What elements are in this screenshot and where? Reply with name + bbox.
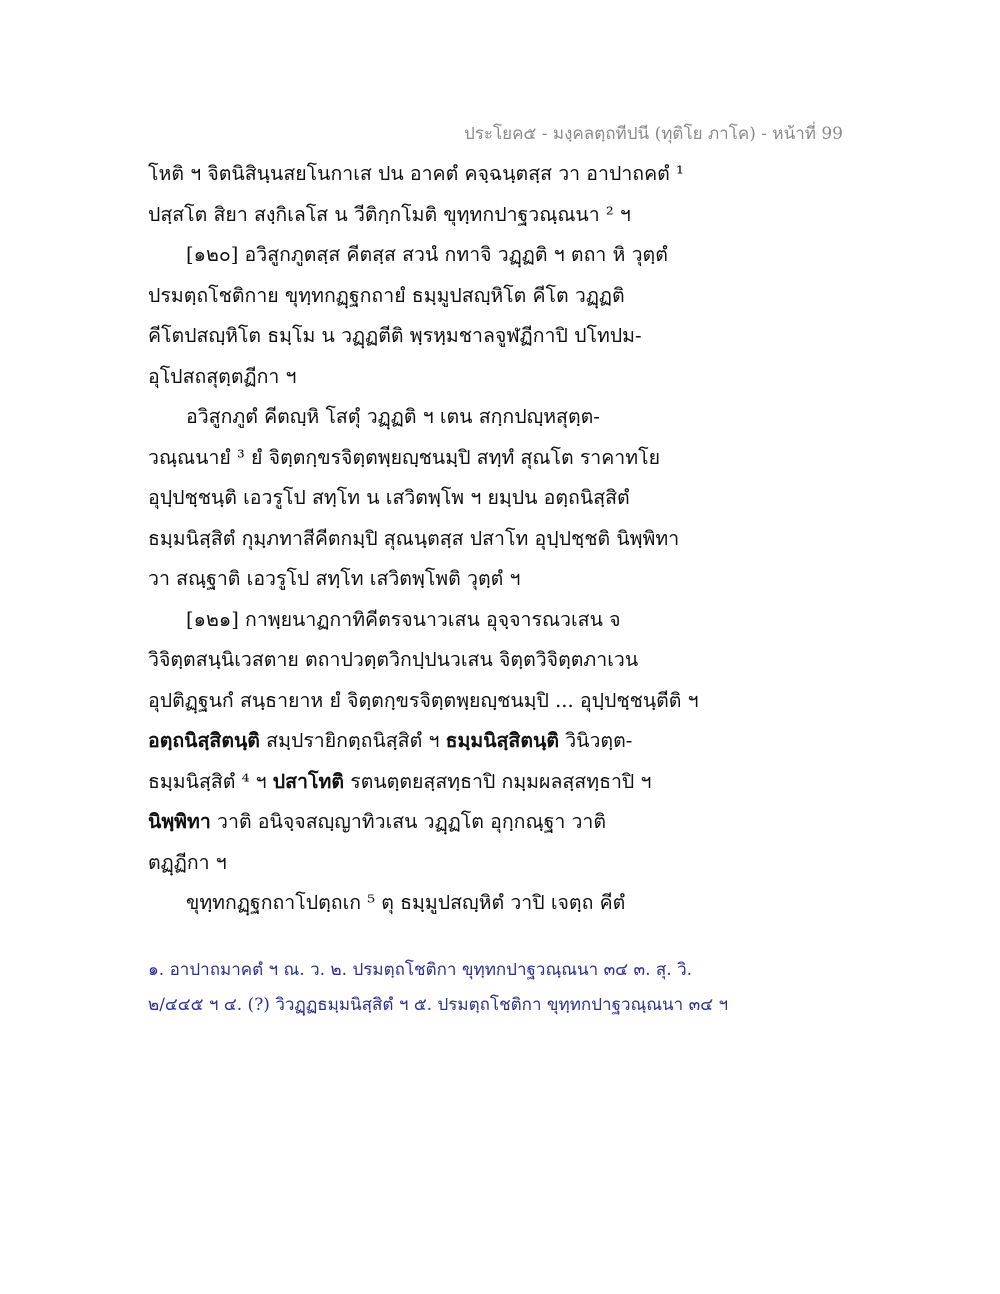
- text-line: [148, 802, 848, 843]
- bold-term: อตฺถนิสฺสิตนฺติ: [148, 729, 260, 752]
- text-line: อวิสูกภูตํ คีตญฺหิ โสตุํ วฏฺฏติ ฯ เตน สกฺกปญฺหสุตฺต-: [186, 405, 600, 428]
- body-text: [148, 154, 848, 924]
- text-line: อุปฺปชฺชนฺติ เอวรูโป สทฺโท น เสวิตพฺโพ ฯ ยมฺปน อตฺถนิสฺสิตํ: [148, 486, 630, 509]
- text-line: วา สณฺฐาติ เอวรูโป สทฺโท เสวิตพฺโพติ วุตฺตํ ฯ: [148, 567, 521, 590]
- text-line: [๑๒๑] กาพฺยนาฏกาทิคีตรจนาวเสน อุจฺจารณวเสน จ: [186, 607, 621, 631]
- text-span: ธมฺมนิสฺสิตํ ⁴ ฯ: [148, 769, 273, 793]
- footnote-line: ๒/๔๔๕ ฯ ๔. (?) วิวฏฺฏธมฺมนิสฺสิตํ ฯ ๕. ปรมตฺถโชติกา ขุทฺทกปาฐวณฺณนา ๓๔ ฯ: [148, 995, 729, 1015]
- text-line: อุปติฏฺฐนกํ สนฺธายาห ยํ จิตฺตกฺขรจิตฺตพฺยญฺชนมฺปิ ... อุปฺปชฺชนฺตีติ ฯ: [148, 688, 699, 712]
- running-header: ประโยค๕ - มงฺคลตฺถทีปนี (ทุติโย ภาโค) - หน้าที่ 99: [463, 124, 843, 144]
- text-span: รตนตฺตยสฺสทฺธาปิ กมฺมผลสฺสทฺธาปิ ฯ: [344, 769, 652, 793]
- text-line: อุโปสถสุตฺตฏีกา ฯ: [148, 364, 297, 388]
- text-line: ปสฺสโต สิยา สงฺกิเลโส น วีติกฺกโมติ ขุทฺทกปาฐวณฺณนา ² ฯ: [148, 202, 631, 226]
- text-line: [148, 762, 848, 803]
- text-line: ขุทฺทกฏฺฐกถาโปตฺถเก ⁵ ตุ ธมฺมูปสญฺหิตํ วาปิ เจตฺถ คีตํ: [186, 891, 626, 914]
- footnote-line: ๑. อาปาถมาคตํ ฯ ณ. ว. ๒. ปรมตฺถโชติกา ขุทฺทกปาฐวณฺณนา ๓๔ ๓. สุ. วิ.: [148, 960, 693, 980]
- text-span: วินิวตฺต-: [559, 729, 633, 752]
- text-line: ตฏฺฏีกา ฯ: [148, 850, 227, 874]
- bold-term: ธมฺมนิสฺสิตนฺติ: [445, 729, 559, 752]
- text-line: ปรมตฺถโชติกาย ขุทฺทกฏฺฐกถายํ ธมฺมูปสญฺหิโต คีโต วฏฺฏติ: [148, 283, 625, 307]
- text-line: [148, 721, 848, 762]
- text-line: คีโตปสญฺหิโต ธมฺโม น วฏฺฏตีติ พฺรหฺมชาลจูฬฏีกาปิ ปโทปม-: [148, 324, 642, 347]
- bold-term: นิพฺพิทา: [148, 810, 211, 833]
- text-line: วณฺณนายํ ³ ยํ จิตฺตกฺขรจิตฺตพฺยญฺชนมฺปิ สทฺทํ สุณโต ราคาทโย: [148, 445, 660, 469]
- bold-term: ปสาโทติ: [272, 769, 345, 793]
- text-line: ธมฺมนิสฺสิตํ กุมฺภทาสีคีตกมฺปิ สุณนฺตสฺส ปสาโท อุปฺปชฺชติ นิพฺพิทา: [148, 526, 680, 550]
- text-line: วิจิตฺตสนฺนิเวสตาย ตถาปวตฺตวิกปฺปนวเสน จิตฺตวิจิตฺตภาเวน: [148, 648, 639, 671]
- text-line: โหติ ฯ จิตนิสินฺนสยโนกาเส ปน อาคตํ คจฺฉนฺตสฺส วา อาปาถคตํ ¹: [148, 162, 684, 185]
- text-span: วาติ อนิจฺจสญฺญาทิวเสน วฏฺฏโต อุกฺกณฺฐา วาติ: [210, 810, 607, 833]
- text-span: สมฺปรายิกตฺถนิสฺสิตํ ฯ: [259, 729, 446, 752]
- footnotes: [148, 953, 848, 1023]
- text-line: [๑๒๐] อวิสูกภูตสฺส คีตสฺส สวนํ กทาจิ วฏฺฏติ ฯ ตถา หิ วุตฺตํ: [186, 243, 668, 266]
